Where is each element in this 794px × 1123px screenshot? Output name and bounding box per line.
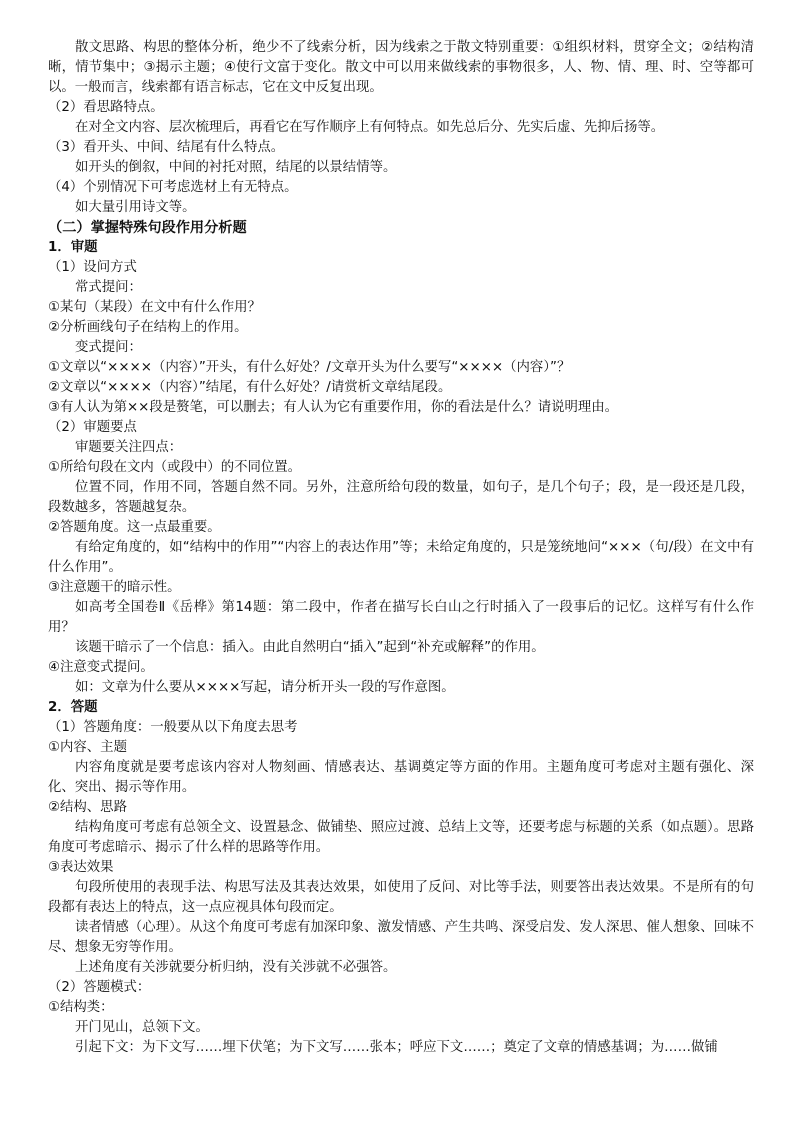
item-start-middle-end: （3）看开头、中间、结尾有什么特点。 xyxy=(48,140,285,155)
list-item-expression-effect: ③表达效果 xyxy=(48,860,114,875)
label-four-points: 审题要关注四点： xyxy=(75,440,183,455)
list-item-answer-angle: ②答题角度。这一点最重要。 xyxy=(48,520,221,535)
list-item-opening-benefit: ①文章以“××××（内容）”开头，有什么好处？/文章开头为什么要写“××××（内容）”？ xyxy=(48,360,571,375)
paragraph-lead-in: 引起下文：为下文写……埋下伏笔；为下文写……张本；呼应下文……；奠定了文章的情感基调；为……做铺 xyxy=(75,1040,718,1055)
paragraph-expression-effect: 句段所使用的表现手法、构思写法及其表达效果，如使用了反问、对比等手法，则要答出表达效果。不是所有的句段都有表达上的特点，这一点应视具体句段而定。 xyxy=(48,880,754,915)
paragraph-position-detail: 位置不同，作用不同，答题自然不同。另外，注意所给句段的数量，如句子，是几个句子；段，是一段还是几段，段数越多，答题越复杂。 xyxy=(48,480,754,515)
paragraph-summary-note: 上述角度有关涉就要分析归纳，没有关涉就不必强答。 xyxy=(75,960,397,975)
paragraph-quote-poems: 如大量引用诗文等。 xyxy=(75,200,196,215)
paragraph-writing-order: 在对全文内容、层次梳理后，再看它在写作顺序上有何特点。如先总后分、先实后虚、先抑后扬等。 xyxy=(75,120,665,135)
list-item-stem-hint: ③注意题干的暗示性。 xyxy=(48,580,181,595)
subheading-reading-question: 1．审题 xyxy=(48,240,98,255)
paragraph-content-theme: 内容角度就是要考虑该内容对人物刻画、情感表达、基调奠定等方面的作用。主题角度可考虑对主题有强化、深化、突出、揭示等作用。 xyxy=(48,760,754,795)
item-question-forms: （1）设问方式 xyxy=(48,260,137,275)
paragraph-start-middle-end-examples: 如开头的倒叙，中间的衬托对照，结尾的以景结情等。 xyxy=(75,160,397,175)
list-item-position: ①所给句段在文内（或段中）的不同位置。 xyxy=(48,460,302,475)
section-heading-special-sentences: （二）掌握特殊句段作用分析题 xyxy=(48,220,247,236)
label-variant-questions: 变式提问： xyxy=(75,340,142,355)
list-item-structure-type: ①结构类： xyxy=(48,1000,114,1015)
item-material-selection: （4）个别情况下可考虑选材上有无特点。 xyxy=(48,180,298,195)
paragraph-angle-detail: 有给定角度的，如“结构中的作用”“内容上的表达作用”等；未给定角度的，只是笼统地问“×××（句/段）在文中有什么作用”。 xyxy=(48,540,754,575)
list-item-underlined-structure: ②分析画线句子在结构上的作用。 xyxy=(48,320,248,335)
paragraph-structure-thought: 结构角度可考虑有总领全文、设置悬念、做铺垫、照应过渡、总结上文等，还要考虑与标题的关系（如点题）。思路角度可考虑暗示、揭示了什么样的思路等作用。 xyxy=(48,820,754,855)
list-item-sentence-function: ①某句（某段）在文中有什么作用？ xyxy=(48,300,261,315)
paragraph-open-door: 开门见山，总领下文。 xyxy=(75,1020,209,1035)
paragraph-reader-emotion: 读者情感（心理）。从这个角度可考虑有加深印象、激发情感、产生共鸣、深受启发、发人深思、催人想象、回味不尽、想象无穷等作用。 xyxy=(48,920,754,955)
list-item-content-theme: ①内容、主题 xyxy=(48,740,127,755)
subheading-answering: 2．答题 xyxy=(48,700,98,715)
list-item-ending-benefit: ②文章以“××××（内容）”结尾，有什么好处？/请赏析文章结尾段。 xyxy=(48,380,452,395)
item-answer-angles: （1）答题角度：一般要从以下角度去思考 xyxy=(48,720,298,735)
item-reading-points: （2）审题要点 xyxy=(48,420,137,435)
item-answer-templates: （2）答题模式： xyxy=(48,980,151,995)
list-item-structure-thought: ②结构、思路 xyxy=(48,800,127,815)
list-item-variant-questions: ④注意变式提问。 xyxy=(48,660,154,675)
document-body xyxy=(48,38,754,1058)
paragraph-hint-insert: 该题干暗示了一个信息：插入。由此自然明白“插入”起到“补充或解释”的作用。 xyxy=(75,640,545,655)
paragraph-exam-example: 如高考全国卷Ⅱ《岳桦》第14题：第二段中，作者在描写长白山之行时插入了一段事后的记忆。这样写有什么作用？ xyxy=(48,600,754,635)
item-thought-features: （2）看思路特点。 xyxy=(48,100,164,115)
paragraph-clue-analysis: 散文思路、构思的整体分析，绝少不了线索分析，因为线索之于散文特别重要：①组织材料，贯穿全文；②结构清晰，情节集中；③揭示主题；④使行文富于变化。散文中可以用来做线索的事物很多，人、物、情、理、时、空等都可以。一般而言，线索都有语言标志，它在文中反复出现。 xyxy=(48,40,754,95)
paragraph-variant-example: 如：文章为什么要从××××写起，请分析开头一段的写作意图。 xyxy=(75,680,455,695)
list-item-redundant-paragraph: ③有人认为第××段是赘笔，可以删去；有人认为它有重要作用，你的看法是什么？请说明理由。 xyxy=(48,400,619,415)
label-regular-questions: 常式提问： xyxy=(75,280,142,295)
